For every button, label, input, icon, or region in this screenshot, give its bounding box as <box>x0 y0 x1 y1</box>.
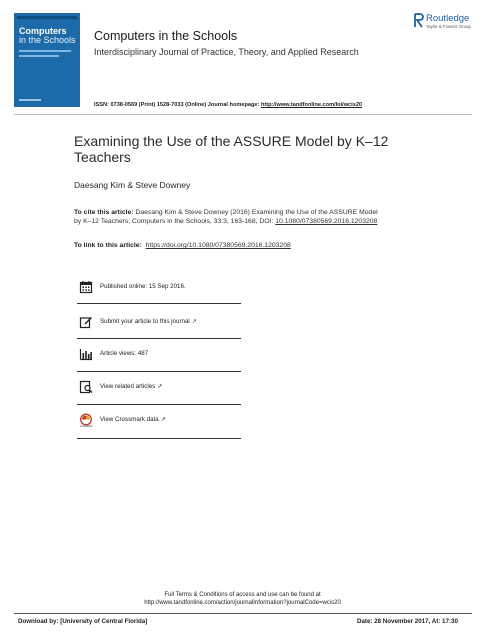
cite-label: To cite this article: <box>74 209 134 216</box>
article-authors: Daesang Kim & Steve Downey <box>74 180 191 190</box>
terms-link[interactable]: http://www.tandfonline.com/action/journalInformation?journalCode=wcis20 <box>144 600 341 606</box>
download-by-text: Download by: [University of Central Florida] <box>18 618 148 625</box>
cite-doi-link[interactable]: 10.1080/07380569.2016.1203208 <box>275 218 378 225</box>
publisher-name: Routledge <box>426 13 470 24</box>
terms-of-use <box>0 591 485 607</box>
issn-line <box>94 102 362 108</box>
citation-block <box>74 208 384 226</box>
footer-divider <box>14 613 472 614</box>
publisher-logo[interactable] <box>413 12 473 34</box>
published-online-label: Published online: 15 Sep 2016. <box>100 283 186 290</box>
terms-line: Full Terms & Conditions of access and use can be found at <box>164 592 321 598</box>
cover-decoration <box>19 55 59 57</box>
bar-chart-icon <box>79 347 93 361</box>
cover-top-band <box>17 16 77 19</box>
crossmark-link[interactable] <box>100 416 166 423</box>
submit-article-link[interactable] <box>100 318 197 325</box>
crossmark-label: View Crossmark data <box>100 416 159 423</box>
cover-decoration <box>19 50 71 52</box>
article-views-label: Article views: 487 <box>100 350 149 357</box>
submit-article-row[interactable] <box>77 310 241 338</box>
external-link-icon: ↗ <box>157 383 163 390</box>
publisher-group: Taylor & Francis Group <box>426 24 471 29</box>
related-articles-row[interactable] <box>77 375 241 403</box>
download-date-text: Date: 28 November 2017, At: 17:30 <box>357 618 458 625</box>
calendar-icon <box>79 280 93 294</box>
document-search-icon <box>79 380 93 394</box>
info-divider <box>77 371 241 372</box>
info-divider <box>77 338 241 339</box>
crossmark-icon <box>79 413 93 427</box>
journal-homepage-link[interactable]: http://www.tandfonline.com/loi/wcis20 <box>260 102 363 108</box>
edit-icon <box>79 315 93 329</box>
crossmark-row[interactable] <box>77 408 241 436</box>
info-divider <box>77 404 241 405</box>
info-divider <box>77 438 241 439</box>
published-online-row <box>77 275 241 303</box>
journal-title: Computers in the Schools <box>94 29 238 43</box>
submit-article-label: Submit your article to this journal <box>100 318 190 325</box>
related-articles-label: View related articles <box>100 383 156 390</box>
link-line <box>74 242 291 249</box>
journal-cover-image <box>14 13 80 107</box>
article-title: Examining the Use of the ASSURE Model by K–12 Teachers <box>74 133 389 165</box>
routledge-logo-icon <box>413 12 424 28</box>
external-link-icon: ↗ <box>191 318 197 325</box>
cover-title-line2: in the Schools <box>19 35 76 45</box>
related-articles-link[interactable] <box>100 383 162 390</box>
cover-title-line1: Computers <box>19 26 67 36</box>
article-doi-link[interactable]: https://doi.org/10.1080/07380569.2016.1203208 <box>145 242 291 249</box>
cite-text: Daesang Kim & Steve Downey (2016) Examining the Use of the ASSURE Model by K–12 Teachers, Computers in the Schools, 33:3, 163-168, DOI: <box>74 209 378 225</box>
link-label: To link to this article: <box>74 242 142 249</box>
header-divider <box>14 114 472 115</box>
issn-text: ISSN: 0738-0569 (Print) 1528-7033 (Online) Journal homepage: <box>94 102 261 108</box>
journal-subtitle: Interdisciplinary Journal of Practice, Theory, and Applied Research <box>94 47 359 57</box>
info-divider <box>77 303 241 304</box>
svg-text:CrossMark: CrossMark <box>79 424 93 427</box>
external-link-icon: ↗ <box>160 416 166 423</box>
article-views-row <box>77 342 241 370</box>
cover-decoration <box>19 99 41 101</box>
